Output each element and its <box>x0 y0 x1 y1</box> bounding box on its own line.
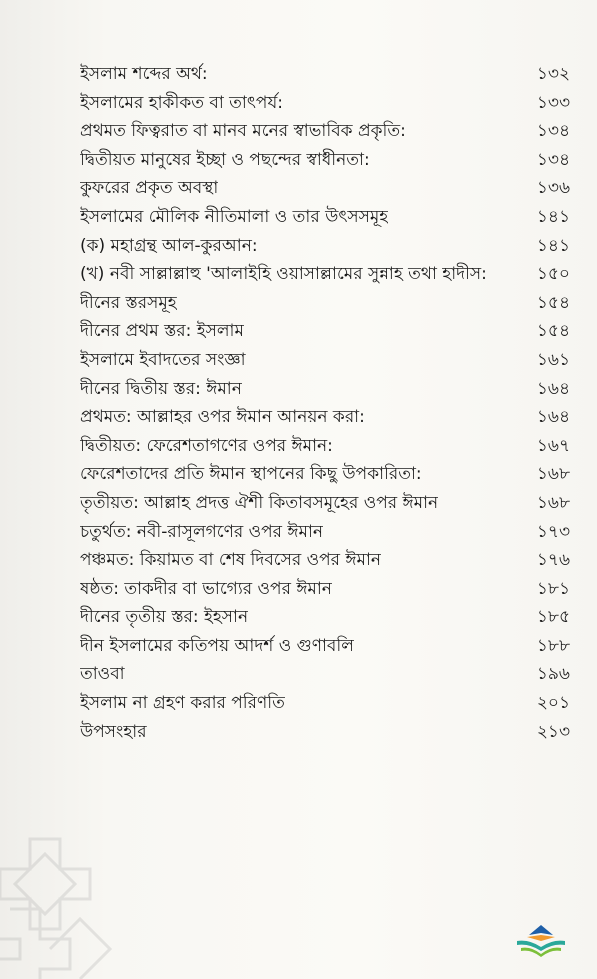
table-of-contents <box>80 60 570 746</box>
toc-entry-title: ইসলাম শব্দের অর্থ: <box>80 64 208 84</box>
toc-entry-title: দ্বিতীয়ত: ফেরেশতাগণের ওপর ঈমান: <box>80 435 333 456</box>
toc-entry-page: ১৬১ <box>536 349 570 370</box>
toc-entry-title: দীনের প্রথম স্তর: ইসলাম <box>80 321 244 342</box>
toc-row <box>80 203 570 232</box>
publisher-logo-icon <box>513 921 569 961</box>
toc-entry-title: ষষ্ঠত: তাকদীর বা ভাগ্যের ওপর ঈমান <box>80 578 332 599</box>
toc-row <box>80 689 570 718</box>
toc-entry-page: ১৩২ <box>536 64 570 84</box>
toc-entry-page: ১৫০ <box>536 264 570 285</box>
toc-entry-title: তৃতীয়ত: আল্লাহ প্রদত্ত ঐশী কিতাবসমূহের ওপর ঈমান <box>80 492 439 513</box>
toc-row <box>80 489 570 518</box>
toc-row <box>80 117 570 146</box>
toc-entry-title: দীনের দ্বিতীয় স্তর: ঈমান <box>80 378 242 399</box>
toc-entry-page: ১৩৩ <box>536 92 570 113</box>
toc-entry-title: ইসলামের হাকীকত বা তাৎপর্য: <box>80 92 283 113</box>
toc-row <box>80 375 570 404</box>
toc-entry-title: ফেরেশতাদের প্রতি ঈমান স্থাপনের কিছু উপকারিতা: <box>80 464 422 485</box>
toc-row <box>80 718 570 747</box>
toc-entry-page: ১৪১ <box>536 206 570 227</box>
toc-entry-page: ১৮১ <box>536 578 570 599</box>
toc-entry-page: ১৬৪ <box>536 407 570 428</box>
toc-entry-page: ১৬৪ <box>536 378 570 399</box>
toc-entry-title: দ্বিতীয়ত মানুষের ইচ্ছা ও পছন্দের স্বাধীনতা: <box>80 149 370 170</box>
toc-entry-title: ইসলামের মৌলিক নীতিমালা ও তার উৎসসমূহ <box>80 206 389 227</box>
toc-row <box>80 89 570 118</box>
toc-entry-page: ১৩৬ <box>536 178 570 199</box>
toc-entry-page: ১৬৭ <box>536 435 570 456</box>
toc-row <box>80 632 570 661</box>
toc-row <box>80 260 570 289</box>
toc-row <box>80 546 570 575</box>
toc-entry-title: উপসংহার <box>80 721 147 742</box>
toc-entry-title: তাওবা <box>80 664 125 685</box>
toc-entry-title: দীনের তৃতীয় স্তর: ইহসান <box>80 607 249 628</box>
toc-entry-page: ১৫৪ <box>536 321 570 342</box>
toc-row <box>80 660 570 689</box>
toc-entry-title: প্রথমত ফিত্বরাত বা মানব মনের স্বাভাবিক প্রকৃতি: <box>80 121 406 142</box>
toc-entry-title: ইসলাম না গ্রহণ করার পরিণতি <box>80 693 285 714</box>
toc-entry-page: ২১৩ <box>536 721 570 742</box>
toc-entry-title: ইসলামে ইবাদতের সংজ্ঞা <box>80 349 246 370</box>
toc-entry-page: ১৬৮ <box>536 492 570 513</box>
toc-entry-page: ১৭৬ <box>536 550 570 571</box>
toc-row <box>80 518 570 547</box>
toc-entry-page: ১৮৮ <box>536 635 570 656</box>
toc-entry-title: কুফরের প্রকৃত অবস্থা <box>80 178 219 199</box>
toc-row <box>80 317 570 346</box>
toc-entry-page: ১৩৪ <box>536 149 570 170</box>
toc-row <box>80 174 570 203</box>
toc-row <box>80 232 570 261</box>
toc-row <box>80 432 570 461</box>
toc-entry-title: দীনের স্তরসমূহ <box>80 292 177 313</box>
toc-entry-title: প্রথমত: আল্লাহর ওপর ঈমান আনয়ন করা: <box>80 407 365 428</box>
toc-entry-page: ১৯৬ <box>536 664 570 685</box>
toc-row <box>80 60 570 89</box>
toc-entry-page: ১৪১ <box>536 235 570 256</box>
toc-entry-page: ১৫৪ <box>536 292 570 313</box>
toc-entry-title: (ক) মহাগ্রন্থ আল-কুরআন: <box>80 235 258 256</box>
toc-entry-page: ১৬৮ <box>536 464 570 485</box>
toc-entry-title: দীন ইসলামের কতিপয় আদর্শ ও গুণাবলি <box>80 635 354 656</box>
toc-row <box>80 575 570 604</box>
toc-entry-title: চতুর্থত: নবী-রাসূলগণের ওপর ঈমান <box>80 521 324 542</box>
toc-entry-page: ১৭৩ <box>536 521 570 542</box>
toc-row <box>80 603 570 632</box>
toc-row <box>80 346 570 375</box>
toc-entry-page: ১৩৪ <box>536 121 570 142</box>
toc-row <box>80 146 570 175</box>
toc-row <box>80 460 570 489</box>
toc-entry-page: ১৮৫ <box>536 607 570 628</box>
toc-entry-page: ২০১ <box>536 693 570 714</box>
toc-entry-title: পঞ্চমত: কিয়ামত বা শেষ দিবসের ওপর ঈমান <box>80 550 382 571</box>
toc-row <box>80 289 570 318</box>
toc-row <box>80 403 570 432</box>
toc-entry-title: (খ) নবী সাল্লাল্লাহু 'আলাইহি ওয়াসাল্লামের সুন্নাহ তথা হাদীস: <box>80 264 487 285</box>
ornament-pattern-icon <box>0 829 120 979</box>
